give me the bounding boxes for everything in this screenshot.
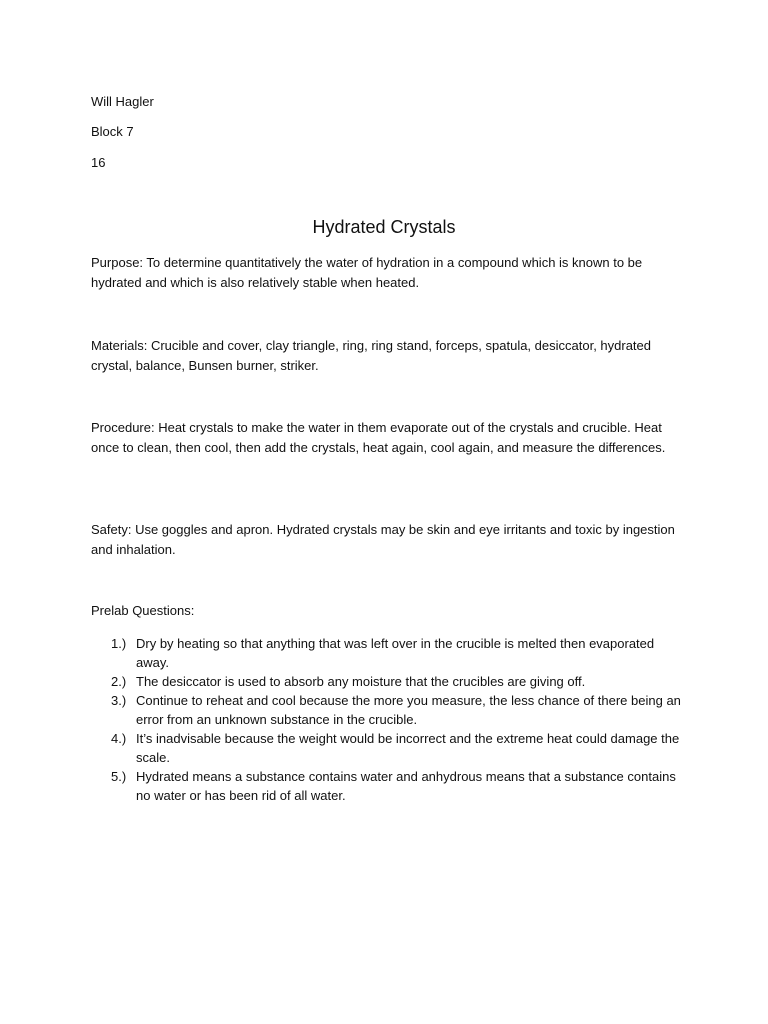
list-item-number: 3.) — [111, 693, 127, 708]
prelab-heading: Prelab Questions: — [91, 603, 195, 618]
list-item — [91, 634, 681, 672]
procedure-paragraph: Procedure: Heat crystals to make the water in them evaporate out of the crystals and crucible. Heat once to clean, then cool, then add the crystals, heat again, cool again, and measure the differences. — [91, 420, 666, 455]
list-item — [91, 729, 681, 767]
list-item-text: Dry by heating so that anything that was left over in the crucible is melted then evaporated away. — [136, 636, 655, 670]
list-item — [91, 672, 681, 691]
materials-paragraph: Materials: Crucible and cover, clay triangle, ring, ring stand, forceps, spatula, desiccator, hydrated crystal, balance, Bunsen burner, striker. — [91, 338, 652, 373]
list-item-number: 2.) — [111, 674, 127, 689]
document-title: Hydrated Crystals — [312, 217, 456, 237]
list-item — [91, 767, 681, 805]
list-item-number: 1.) — [111, 636, 127, 651]
list-item-number: 4.) — [111, 731, 127, 746]
purpose-paragraph: Purpose: To determine quantitatively the water of hydration in a compound which is known to be hydrated and which is also relatively stable when heated. — [91, 255, 643, 290]
author-name: Will Hagler — [91, 94, 154, 109]
class-block: Block 7 — [91, 124, 134, 139]
list-item-text: Continue to reheat and cool because the more you measure, the less chance of there being an error from an unknown substance in the crucible. — [136, 693, 681, 727]
list-item-text: Hydrated means a substance contains water and anhydrous means that a substance contains no water or has been rid of all water. — [136, 769, 676, 803]
list-item — [91, 691, 681, 729]
safety-paragraph: Safety: Use goggles and apron. Hydrated crystals may be skin and eye irritants and toxic by ingestion and inhalation. — [91, 522, 675, 557]
list-item-text: The desiccator is used to absorb any moisture that the crucibles are giving off. — [136, 674, 586, 689]
list-item-number: 5.) — [111, 769, 127, 784]
list-item-text: It’s inadvisable because the weight would be incorrect and the extreme heat could damage the scale. — [136, 731, 680, 765]
prelab-question-list — [91, 634, 681, 805]
student-number: 16 — [91, 155, 106, 170]
